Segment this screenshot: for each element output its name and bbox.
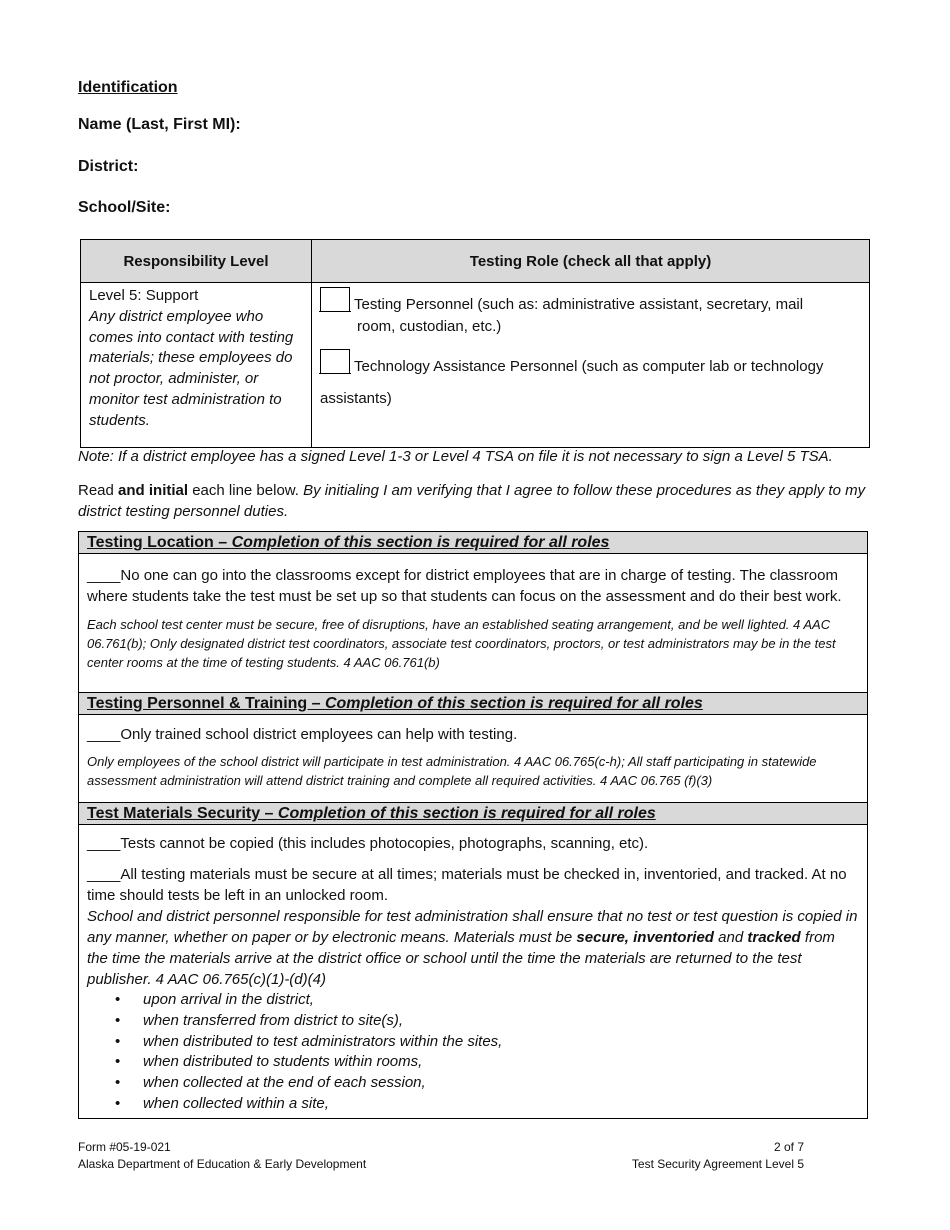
col-responsibility-header: Responsibility Level: [81, 240, 312, 283]
list-item: • when distributed to students within rooms,: [143, 1052, 859, 1073]
note: Note: If a district employee has a signed Level 1-3 or Level 4 TSA on file it is not necessary to sign a Level 5 TSA.: [78, 448, 833, 465]
list-item: • when collected within a site,: [143, 1094, 859, 1115]
section-personnel-header: [79, 693, 867, 715]
role-technology-assistance: [320, 349, 861, 378]
footer-form-number: Form #05-19-021: [78, 1140, 171, 1154]
list-item: • upon arrival in the district,: [143, 990, 859, 1011]
district-label: District:: [78, 158, 139, 175]
personnel-citation: Only employees of the school district will participate in test administration. 4 AAC 06.765(c-h); All staff participating in statewide assessment administration will attend district training and complete all required activities. 4 AAC 06.765 (f)(3): [87, 754, 817, 788]
instructions-italic: By initialing I am verifying that I agree to follow these procedures as they apply to my district testing personnel duties.: [78, 482, 866, 520]
section-materials-title-italic: Completion of this section is required for all roles: [277, 805, 656, 822]
materials-citation-b: secure, inventoried: [576, 929, 714, 946]
role2-line1: Technology Assistance Personnel (such as computer lab or technology: [354, 358, 824, 375]
list-item: • when collected at the end of each session,: [143, 1073, 859, 1094]
instructions: [78, 480, 868, 522]
level-cell: [81, 283, 312, 448]
materials-item-1: ____Tests cannot be copied (this includes photocopies, photographs, scanning, etc).: [87, 835, 649, 852]
level-title: Level 5: Support: [89, 287, 199, 304]
role2-line2: assistants): [320, 390, 392, 407]
section-personnel-title-italic: Completion of this section is required for all roles: [324, 695, 703, 712]
materials-bullet-list: [87, 990, 859, 1115]
location-item-1: ____No one can go into the classrooms except for district employees that are in charge of testing. The classroom where students take the test must be set up so that students can focus on the assessment and do their best work.: [87, 567, 842, 605]
materials-citation-a: School and district personnel responsible for test administration shall ensure that no test or test question is copied in any manner, whether on paper or by electronic means. Materials must be: [87, 908, 858, 946]
footer-department: Alaska Department of Education & Early Development: [78, 1157, 367, 1171]
footer-doc-title: Test Security Agreement Level 5: [631, 1157, 804, 1171]
footer-right: [632, 1139, 804, 1173]
section-personnel-title: Testing Personnel & Training –: [87, 695, 325, 712]
materials-citation-c: and: [713, 929, 748, 946]
location-citation: Each school test center must be secure, free of disruptions, have an established seating arrangement, and be well lighted. 4 AAC 06.761(b); Only designated district test coordinators, associate test coordinators, proctors, or test administrators may be in the test center rooms at the time of testing students. 4 AAC 06.761(b): [87, 617, 836, 670]
section-location-header: [79, 532, 867, 554]
identification-heading: Identification: [78, 79, 178, 96]
testing-personnel-checkbox[interactable]: [320, 287, 350, 312]
materials-item-2: ____All testing materials must be secure at all times; materials must be checked in, inventoried, and tracked. At no time should tests be left in an unlocked room.: [87, 866, 847, 904]
materials-citation-e: from the time the materials arrive at the district office or school until the time the materials are returned to the test publisher. 4 AAC 06.765(c)(1)-(d)(4): [87, 929, 835, 988]
section-materials-title: Test Materials Security –: [87, 805, 278, 822]
col-testing-role-header: Testing Role (check all that apply): [312, 240, 870, 283]
instructions-read: Read: [78, 482, 119, 499]
footer-page-number: 2 of 7: [773, 1140, 804, 1154]
materials-citation-d: tracked: [747, 929, 801, 946]
materials-citation: [87, 906, 859, 990]
list-item: • when distributed to test administrators within the sites,: [143, 1032, 859, 1053]
instructions-bold: and initial: [118, 482, 189, 499]
section-materials-body: [79, 825, 867, 1115]
roles-table: [80, 239, 870, 448]
sections-box: [78, 531, 868, 1119]
roles-cell: [312, 283, 870, 448]
school-label: School/Site:: [78, 199, 171, 216]
level-description: Any district employee who comes into contact with testing materials; these employees do not proctor, administer, or monitor test administration to students.: [89, 307, 294, 429]
personnel-item-1: ____Only trained school district employees can help with testing.: [87, 726, 518, 743]
section-location-title-italic: Completion of this section is required for all roles: [231, 534, 610, 551]
instructions-rest: each line below.: [188, 482, 304, 499]
list-item: • when transferred from district to site(s),: [143, 1011, 859, 1032]
name-label: Name (Last, First MI):: [78, 116, 241, 133]
role1-line2: room, custodian, etc.): [357, 318, 502, 335]
role-testing-personnel: [320, 287, 861, 338]
role1-line1: Testing Personnel (such as: administrative assistant, secretary, mail: [354, 296, 804, 313]
section-materials-header: [79, 803, 867, 825]
technology-assistance-checkbox[interactable]: [320, 349, 350, 374]
section-location-body: [79, 554, 867, 693]
footer-left: [78, 1139, 366, 1173]
section-location-title: Testing Location –: [87, 534, 232, 551]
section-personnel-body: [79, 715, 867, 803]
